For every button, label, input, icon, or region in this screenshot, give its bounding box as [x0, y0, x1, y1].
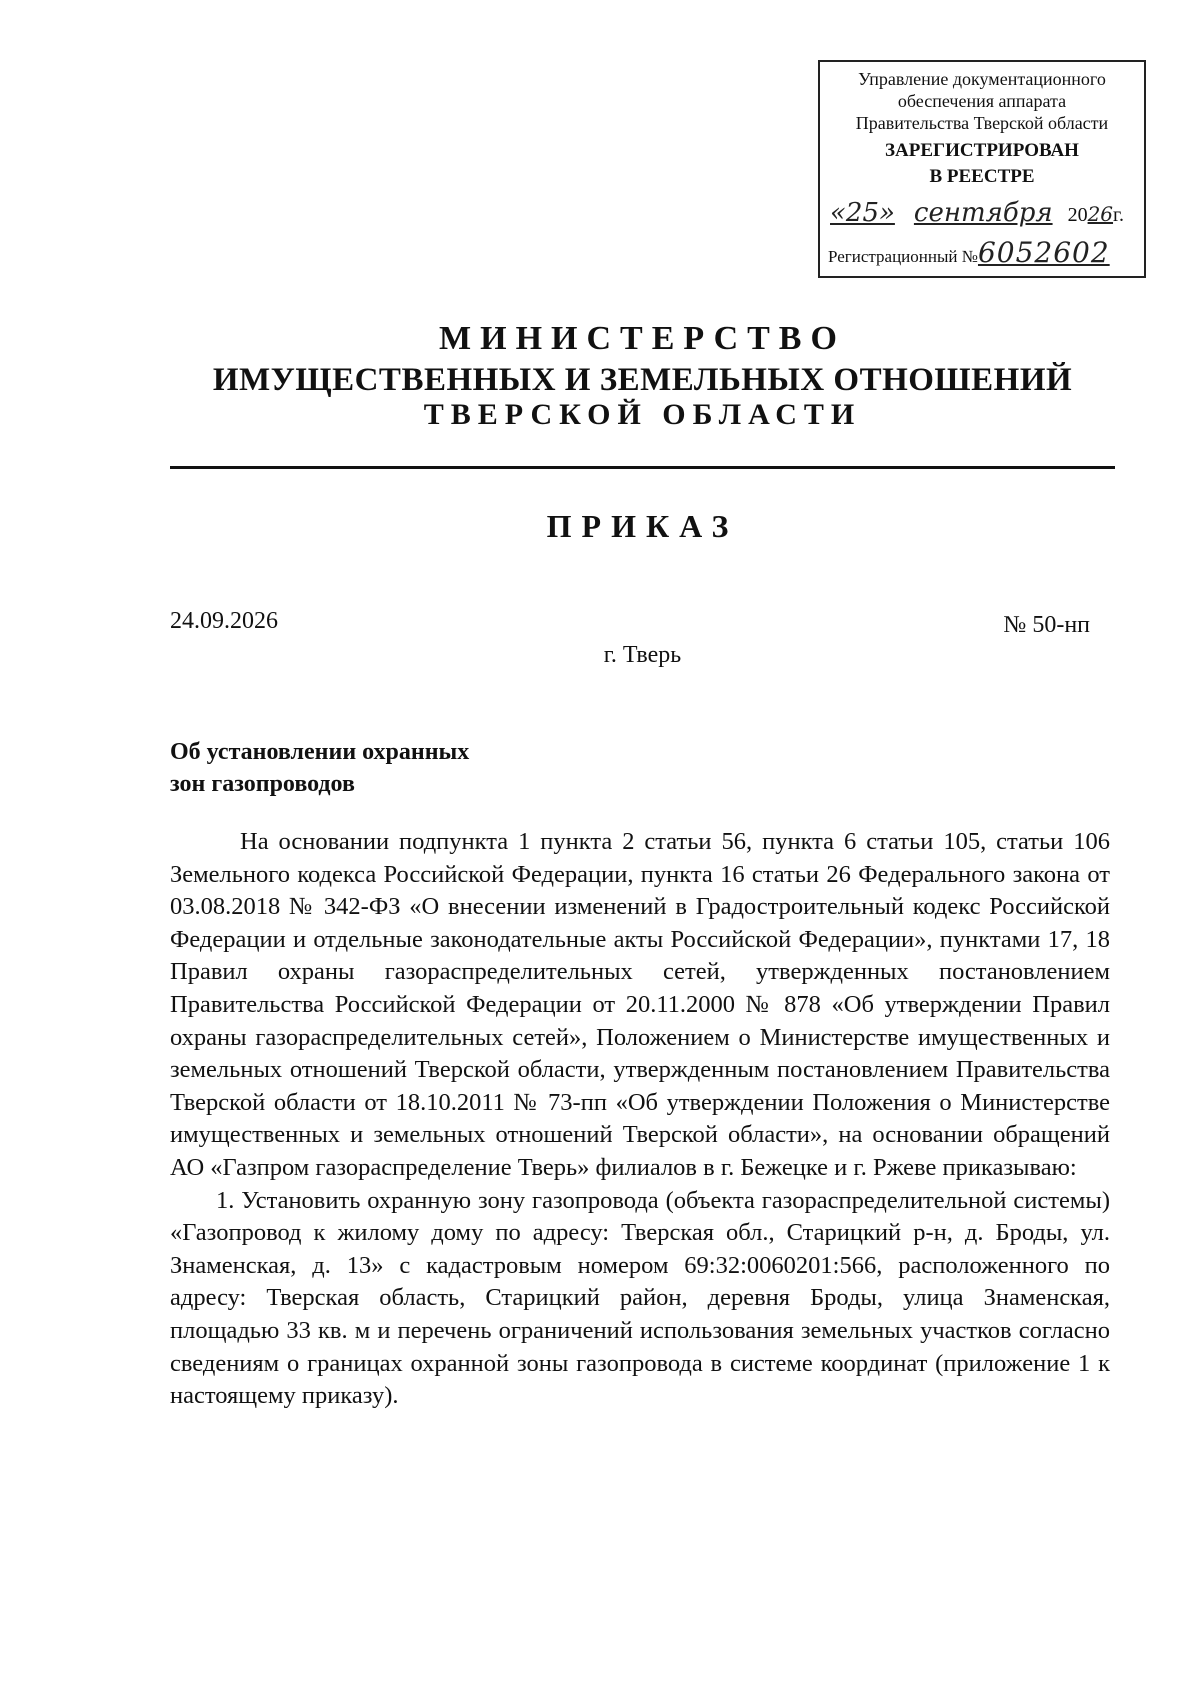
ministry-name-line-2: ИМУЩЕСТВЕННЫХ И ЗЕМЕЛЬНЫХ ОТНОШЕНИЙ — [212, 362, 1073, 398]
order-number: № 50-нп — [1003, 612, 1090, 638]
stamp-org-line-1: Управление документационного — [858, 69, 1106, 89]
stamp-date-year-prefix: 20 — [1067, 204, 1088, 226]
stamp-org-line-2: обеспечения аппарата — [897, 91, 1067, 111]
order-date: 24.09.2026 — [170, 608, 278, 634]
order-subject — [170, 736, 469, 800]
registration-stamp — [818, 60, 1146, 278]
stamp-registered-line-2: В РЕЕСТРЕ — [929, 166, 1035, 187]
document-type-title: ПРИКАЗ — [546, 508, 739, 544]
order-item-1: 1. Установить охранную зону газопровода (объекта газораспределительной системы) «Газопровод к жилому дому по адресу: Тверская обл., Старицкий р-н, д. Броды, ул. Знаменская, д. 13» с кадастровым номером 69:32:0060201:566, расположенного по адресу: Тверская область, Старицкий район, деревня Броды, улица Знаменская, площадью 33 кв. м и перечень ограничений использования земельных участков согласно сведениям о границах охранной зоны газопровода в системе координат (приложение 1 к настоящему приказу). — [170, 1186, 1110, 1410]
stamp-registration-number — [828, 236, 1140, 269]
order-city: г. Тверь — [603, 642, 682, 668]
stamp-registered-line-1: ЗАРЕГИСТРИРОВАН — [885, 140, 1079, 161]
stamp-org-line-3: Правительства Тверской области — [855, 113, 1109, 133]
stamp-date-day: «25» — [830, 198, 895, 228]
order-subject-line-2: зон газопроводов — [170, 771, 355, 797]
stamp-date-month: сентября — [913, 198, 1053, 228]
ministry-name-line-3: ТВЕРСКОЙ ОБЛАСТИ — [423, 398, 862, 431]
header-divider — [170, 466, 1115, 469]
order-body — [170, 826, 1110, 1413]
order-subject-line-1: Об установлении охранных — [170, 739, 470, 765]
stamp-reg-label: Регистрационный № — [828, 247, 978, 266]
stamp-date-year-unit: г. — [1113, 204, 1124, 226]
stamp-date-year-suffix: 26 — [1087, 202, 1114, 226]
stamp-reg-number: 6052602 — [977, 236, 1110, 269]
preamble-paragraph: На основании подпункта 1 пункта 2 статьи 56, пункта 6 статьи 105, статьи 106 Земельного кодекса Российской Федерации, пункта 16 статьи 26 Федерального закона от 03.08.2018 № 342-ФЗ «О внесении изменений в Градостроительный кодекс Российской Федерации и отдельные законодательные акты Российской Федерации», пунктами 17, 18 Правил охраны газораспределительных сетей, утвержденных постановлением Правительства Российской Федерации от 20.11.2000 № 878 «Об утверждении Правил охраны газораспределительных сетей», Положением о Министерстве имущественных и земельных отношений Тверской области, утвержденным постановлением Правительства Тверской области от 18.10.2011 № 73-пп «Об утверждении Положения о Министерстве имущественных и земельных отношений Тверской области», на основании обращений АО «Газпром газораспределение Тверь» филиалов в г. Бежецке и г. Ржеве приказываю: — [170, 828, 1110, 1181]
ministry-name-line-1: МИНИСТЕРСТВО — [439, 320, 846, 357]
stamp-date — [830, 198, 1138, 238]
